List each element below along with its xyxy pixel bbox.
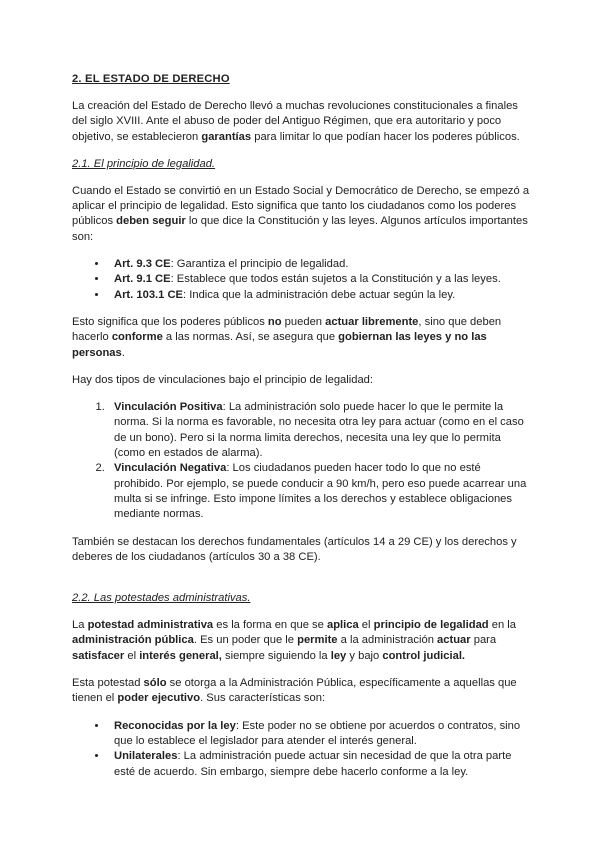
bold-text: aplica [326, 619, 359, 632]
subsection-title: 2.1. El principio de legalidad. [72, 157, 216, 170]
list-item [108, 749, 532, 780]
bold-text: gobiernan las leyes y no las personas [72, 331, 487, 359]
paragraph [72, 184, 532, 245]
spacer [72, 577, 532, 591]
text: : Establece que todos están sujetos a la Constitución y a las leyes. [170, 273, 501, 286]
bold-text: Vinculación Positiva [114, 401, 223, 414]
intro-paragraph [72, 99, 532, 145]
text: : Garantiza el principio de legalidad. [170, 258, 349, 271]
bold-text: potestad administrativa [87, 619, 214, 632]
bold-text: poder ejecutivo [117, 692, 201, 705]
text: en la [488, 619, 516, 632]
list-item [108, 400, 532, 461]
bold-text: control judicial. [382, 649, 466, 662]
bold-text: Vinculación Negativa [114, 462, 227, 475]
text: : Indica que la administración debe actuar según la ley. [183, 288, 456, 301]
bold-text: actuar [437, 634, 471, 647]
text: a la administración [337, 634, 438, 647]
bold-text: garantías [201, 130, 252, 143]
bold-text: no [267, 315, 282, 328]
text: : La administración puede actuar sin necesidad de que la otra parte esté de acuerdo. Sin embargo, siempre debe hacerlo conforme a la ley. [114, 750, 512, 778]
text: Esto significa que los poderes públicos [72, 315, 268, 328]
bold-text: deben seguir [116, 215, 186, 228]
bold-text: ley [330, 649, 347, 662]
bold-text: Art. 9.1 CE [114, 273, 171, 286]
bold-text: conforme [111, 331, 163, 344]
bold-text: principio de legalidad [373, 619, 489, 632]
articles-list [72, 257, 532, 303]
bold-text: permite [297, 634, 338, 647]
text: : La administración solo puede hacer lo que le permite la norma. Si la norma es favorable, no necesita otra ley para actuar (como en el caso de un bono). Pero si la norma limita derechos, necesita una ley que lo permita (como en estados de alarma). [114, 401, 524, 460]
text: : Este poder no se obtiene por acuerdos o contratos, sino que lo establece el legislador para atender el interés general. [114, 719, 521, 747]
text: es la forma en que se [213, 619, 327, 632]
text: , sino que deben hacerlo [72, 315, 502, 344]
features-list [72, 719, 532, 780]
text: . Es un poder que le [193, 634, 298, 647]
section-title: 2. EL ESTADO DE DERECHO [72, 73, 230, 85]
text: . Sus características son: [200, 692, 326, 705]
text: y bajo [346, 649, 383, 662]
document-page [72, 72, 532, 792]
text: pueden [281, 315, 326, 328]
vinculaciones-list [72, 400, 532, 522]
text: Cuando el Estado se convirtió en un Estado Social y Democrático de Derecho, se empezó a aplicar el principio de legalidad. Esto significa que tanto los ciudadanos como los poderes públicos [72, 184, 530, 228]
bold-text: Reconocidas por la ley [114, 719, 236, 732]
list-item [108, 461, 532, 522]
text: lo que dice la Constitución y las leyes. Algunos artículos importantes son: [72, 215, 528, 243]
text: La creación del Estado de Derecho llevó a muchas revoluciones constitucionales a finales del siglo XVIII. Ante el abuso de poder del Antiguo Régimen, que era autoritario y poco objetivo, se establecieron [72, 100, 518, 143]
bold-text: satisfacer [72, 649, 125, 662]
paragraph: Hay dos tipos de vinculaciones bajo el principio de legalidad: [72, 373, 374, 386]
text: a las normas. Así, se asegura que [162, 331, 339, 344]
text: el [358, 619, 374, 632]
bold-text: actuar libremente [325, 315, 419, 328]
bold-text: sólo [143, 677, 167, 690]
text: para limitar lo que podían hacer los poderes públicos. [251, 130, 520, 143]
bold-text: administración pública [72, 634, 194, 647]
text: Esta potestad [72, 677, 144, 690]
list-item [108, 257, 532, 272]
paragraph [72, 315, 532, 361]
text: se otorga a la Administración Pública, específicamente a aquellas que tienen el [72, 677, 517, 705]
paragraph [72, 676, 532, 707]
bold-text: interés general, [139, 649, 222, 662]
text: el [124, 649, 140, 662]
text: . [121, 346, 125, 359]
bold-text: Art. 103.1 CE [114, 288, 184, 301]
subsection-title: 2.2. Las potestades administrativas. [72, 592, 251, 605]
text: : Los ciudadanos pueden hacer todo lo que no esté prohibido. Por ejemplo, se puede conducir a 90 km/h, pero eso puede acarrear una multa si se infringe. Esto impone límites a los derechos y establece obligaciones mediante normas. [114, 462, 527, 521]
list-item [108, 288, 532, 303]
bold-text: Unilaterales [114, 750, 178, 763]
bold-text: Art. 9.3 CE [114, 258, 171, 271]
paragraph [72, 618, 532, 664]
text: para [470, 634, 497, 647]
text: La [72, 619, 88, 632]
list-item [108, 719, 532, 750]
list-item [108, 272, 532, 287]
text: siempre siguiendo la [221, 649, 331, 662]
paragraph: También se destacan los derechos fundamentales (artículos 14 a 29 CE) y los derechos y deberes de los ciudadanos (artículos 30 a 38 CE). [72, 535, 517, 563]
